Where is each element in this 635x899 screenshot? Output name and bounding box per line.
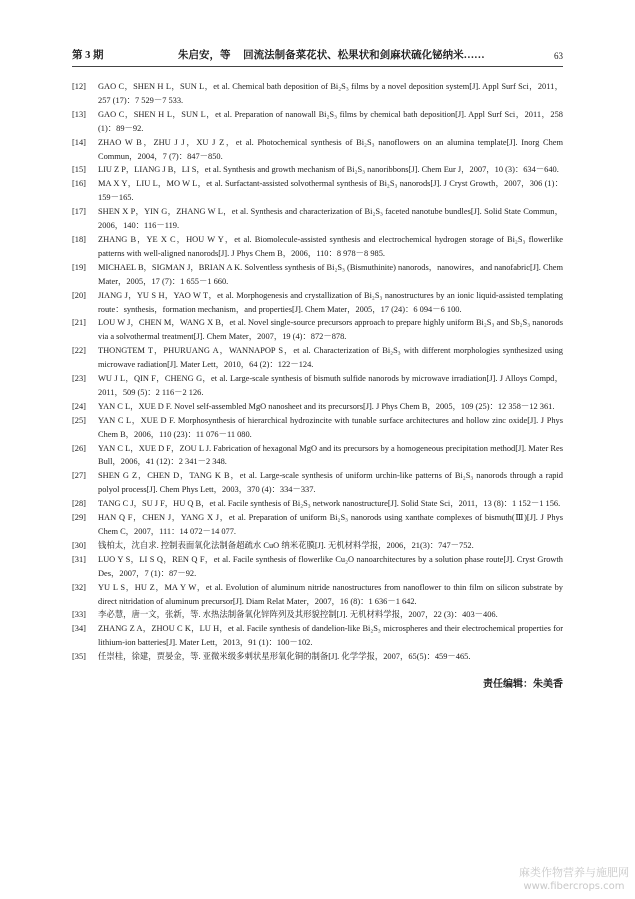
reference-item: [72, 622, 563, 650]
reference-text: YU L S，HU Z，MA Y W，et al. Evolution of aluminum nitride nanostructures from nanoflower to thin film on silicon substrate by direct nitridation of aluminum precursor[J]. Diam Relat Mater，2007，16 (8)：1 636－1 642.: [98, 582, 563, 606]
reference-list: [72, 80, 563, 692]
reference-item: [72, 400, 563, 414]
running-authors: 朱启安，等: [178, 50, 231, 61]
issue-number: 第 3 期: [72, 50, 104, 61]
reference-text: GAO C，SHEN H L，SUN L，et al. Preparation of nanowall Bi₂S₃ films by chemical bath deposition[J]. Appl Surf Sci，2011，258 (1)：89－92.: [98, 109, 563, 133]
watermark-site-name: 麻类作物营养与施肥网: [519, 866, 629, 879]
reference-item: [72, 344, 563, 372]
reference-item: [72, 233, 563, 261]
reference-text: MA X Y，LIU L，MO W L，et al. Surfactant-assisted solvothermal synthesis of Bi₂S₃ nanorods[J]. J Cryst Growth，2007，306 (1)：159－165.: [98, 179, 563, 203]
reference-label: [16]: [72, 179, 86, 189]
reference-item: [72, 650, 563, 664]
reference-label: [35]: [72, 652, 86, 662]
reference-label: [27]: [72, 471, 86, 481]
reference-item: [72, 414, 563, 442]
reference-item: [72, 136, 563, 164]
reference-text: ZHANG Z A，ZHOU C K，LU H，et al. Facile synthesis of dandelion-like Bi₂S₃ microspheres and their electrochemical properties for lithium-ion batteries[J]. Mater Lett，2013，91 (1)：100－102.: [98, 624, 563, 648]
reference-text: HAN Q F，CHEN J，YANG X J，et al. Preparation of uniform Bi₂S₃ nanorods using xanthate complexes of bismuth(Ⅲ)[J]. J Phys Chem C，2007，111：14 072－14 077.: [98, 513, 563, 536]
reference-text: JIANG J，YU S H，YAO W T，et al. Morphogenesis and crystallization of Bi₂S₃ nanostructures by an ionic liquid-assisted templating route：synthesis，formation mechanism，and properties[J]. Chem Mater，2005，17 (24)：6 094－6 100.: [98, 290, 563, 314]
reference-text: 任崇桂，徐建，贾晏金，等. 亚微米级多刺状星形氧化铜的制备[J]. 化学学报，2007，65(5)：459－465.: [98, 652, 471, 662]
reference-label: [21]: [72, 318, 86, 328]
reference-label: [31]: [72, 554, 86, 564]
reference-text: LIU Z P，LIANG J B，LI S，et al. Synthesis and growth mechanism of Bi₂S₃ nanoribbons[J]. Chem Eur J，2007，10 (3)：634－640.: [98, 165, 559, 175]
reference-label: [18]: [72, 234, 86, 244]
reference-item: [72, 80, 563, 108]
reference-text: LUO Y S，LI S Q，REN Q F，et al. Facile synthesis of flowerlike Cu₂O nanoarchitectures by a solution phase route[J]. Cryst Growth Des，2007，7 (1)：87－92.: [98, 554, 563, 578]
reference-text: SHEN G Z，CHEN D，TANG K B，et al. Large-scale synthesis of uniform urchin-like patterns of Bi₂S₃ nanorods through a rapid polyol process[J]. Chem Phys Lett，2003，370 (4)：334－337.: [98, 471, 563, 495]
reference-text: TANG C J，SU J F，HU Q B，et al. Facile synthesis of Bi₂S₃ network nanostructure[J]. Solid State Sci，2011，13 (8)：1 152－1 156.: [98, 499, 561, 509]
reference-text: ZHAO W B，ZHU J J，XU J Z，et al. Photochemical synthesis of Bi₂S₃ nanoflowers on an alumina template[J]. Inorg Chem Commun，2004，7 (7)：847－850.: [98, 137, 563, 161]
reference-text: ZHANG B，YE X C，HOU W Y，et al. Biomolecule-assisted synthesis and electrochemical hydrogen storage of Bi₂S₃ flowerlike patterns with well-aligned nanorods[J]. J Phys Chem B，2006，110：8 978－8 985.: [98, 234, 563, 258]
reference-item: [72, 108, 563, 136]
reference-label: [30]: [72, 540, 86, 550]
reference-item: [72, 261, 563, 289]
reference-item: [72, 511, 563, 539]
running-title: 回流法制备菜花状、松果状和剑麻状硫化铋纳米……: [243, 50, 485, 61]
reference-text: SHEN X P，YIN G，ZHANG W L，et al. Synthesis and characterization of Bi₂S₃ faceted nanotube bundles[J]. Solid State Commun，2006，140：116－119.: [98, 207, 563, 231]
reference-item: [72, 469, 563, 497]
reference-text: YAN C L，XUE D F，ZOU L J. Fabrication of hexagonal MgO and its precursors by a homogeneous precipitation method[J]. Mater Res Bull，2006，41 (12)：2 341－2 348.: [98, 443, 563, 467]
reference-text: GAO C，SHEN H L，SUN L，et al. Chemical bath deposition of Bi₂S₃ films by a novel deposition system[J]. Appl Surf Sci，2011，257 (17)：7 529－7 533.: [98, 82, 563, 105]
reference-label: [32]: [72, 582, 86, 592]
reference-text: 李必慧，唐一文，张新，等. 水热法制备氧化锌阵列及其形貌控制[J]. 无机材料学报，2007，22 (3)：403－406.: [98, 610, 498, 620]
watermark: [519, 865, 629, 893]
reference-label: [14]: [72, 137, 86, 147]
watermark-url: www.fibercrops.com: [523, 881, 625, 892]
reference-label: [34]: [72, 624, 86, 634]
reference-label: [20]: [72, 290, 86, 300]
reference-label: [13]: [72, 109, 86, 119]
reference-label: [26]: [72, 443, 86, 453]
reference-item: [72, 442, 563, 470]
reference-item: [72, 553, 563, 581]
header-rule: [72, 66, 563, 67]
reference-item: [72, 177, 563, 205]
reference-text: THONGTEM T，PHURUANG A，WANNAPOP S，et al. Characterization of Bi₂S₃ with different morphologies synthesized using microwave radiation[J]. Mater Lett，2010，64 (2)：122－124.: [98, 346, 563, 370]
reference-text: 钱柏太，沈自求. 控制表面氧化法制备超疏水 CuO 纳米花膜[J]. 无机材料学报，2006，21(3)：747－752.: [98, 540, 474, 550]
reference-label: [24]: [72, 401, 86, 411]
reference-item: [72, 205, 563, 233]
reference-label: [25]: [72, 415, 86, 425]
reference-text: MICHAEL B，SIGMAN J，BRIAN A K. Solventless synthesis of Bi₂S₃ (Bismuthinite) nanorods，nanowires，and nanofabric[J]. Chem Mater，2005，17 (7)：1 655－1 660.: [98, 262, 563, 286]
reference-item: [72, 316, 563, 344]
reference-label: [15]: [72, 165, 86, 175]
reference-item: [72, 539, 563, 553]
reference-label: [29]: [72, 513, 86, 523]
running-title-group: [178, 47, 485, 62]
page-number: 63: [554, 51, 563, 61]
reference-item: [72, 497, 563, 511]
reference-item: [72, 608, 563, 622]
reference-label: [23]: [72, 374, 86, 384]
reference-text: YAN C L，XUE D F. Morphosynthesis of hierarchical hydrozincite with tunable surface architectures and hollow zinc oxide[J]. J Phys Chem B，2006，110 (23)：11 076－11 080.: [98, 415, 563, 439]
reference-text: LOU W J，CHEN M，WANG X B，et al. Novel single-source precursors approach to prepare highly uniform Bi₂S₃ and Sb₂S₃ nanorods via a solvothermal treatment[J]. Chem Mater，2007，19 (4)：872－878.: [98, 318, 563, 342]
reference-label: [19]: [72, 262, 86, 272]
reference-label: [22]: [72, 346, 86, 356]
running-header: [72, 45, 563, 63]
reference-text: WU J L，QIN F，CHENG G，et al. Large-scale synthesis of bismuth sulfide nanorods by microwave irradiation[J]. J Alloys Compd，2011，509 (5)：2 116－2 126.: [98, 374, 563, 397]
reference-label: [12]: [72, 82, 86, 91]
reference-item: [72, 163, 563, 177]
reference-item: [72, 289, 563, 317]
responsible-editor: 责任编辑：朱美香: [483, 679, 563, 691]
reference-item: [72, 581, 563, 609]
reference-text: YAN C L，XUE D F. Novel self-assembled MgO nanosheet and its precursors[J]. J Phys Chem B，2005，109 (25)：12 358－12 361.: [98, 401, 555, 411]
reference-label: [17]: [72, 207, 86, 217]
reference-label: [33]: [72, 610, 86, 620]
reference-item: [72, 372, 563, 400]
reference-label: [28]: [72, 499, 86, 509]
